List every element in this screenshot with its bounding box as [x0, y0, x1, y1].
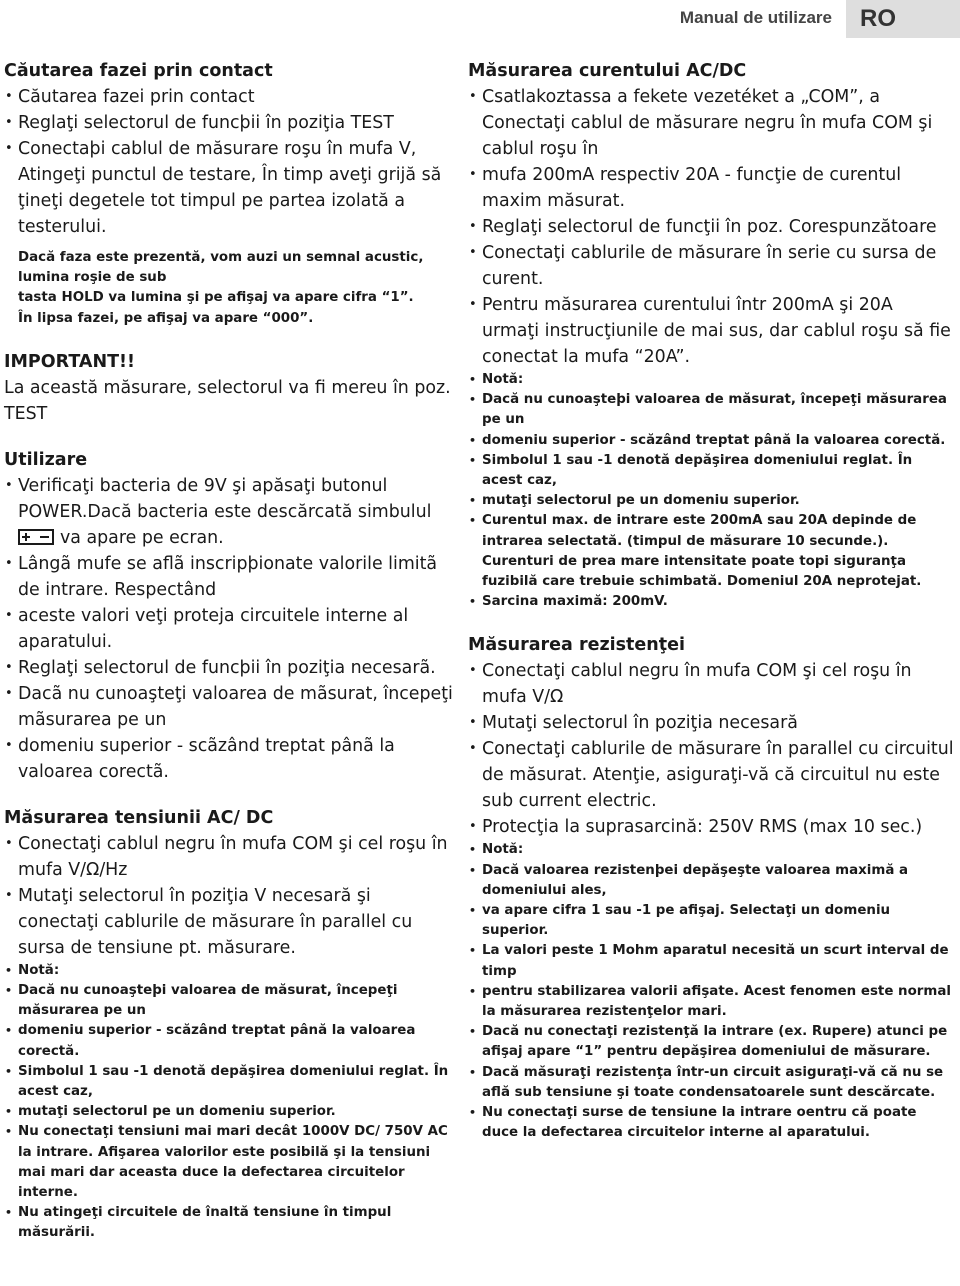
list-item: • va apare cifra 1 sau -1 pe afişaj. Selectaţi un domeniu superior. [468, 901, 954, 941]
battery-symbol-text: va apare pe ecran. [60, 527, 224, 548]
list-item: • Simbolul 1 sau -1 denotă depăşirea domeniului reglat. În acest caz, [4, 1062, 456, 1102]
list-item: • Dacă nu conectaţi rezistenţă la intrare (ex. Rupere) atunci pe afişaj apare “1” pentru depăşirea domeniului de măsurare. [468, 1022, 954, 1062]
list-item: • Curentul max. de intrare este 200mA sau 20A depinde de intrarea selectată. (timpul de măsurare 10 secunde.). Curenturi de prea mare intensitate poate topi siguranţa fuzibilă care trebuie schimbată. Domeniul 20A neprotejat. [468, 511, 954, 592]
section-title-resistance: Măsurarea rezistenţei [468, 635, 685, 656]
list-item: • aceste valori veţi proteja circuitele interne al aparatului. [4, 603, 456, 655]
list-item: • Notă: [468, 370, 954, 390]
page-header [0, 0, 960, 38]
list-item: • Căutarea fazei prin contact [4, 84, 456, 110]
list-item: • Dacă nu cunoaşteþi valoarea de măsurat, începeţi măsurarea pe un [468, 390, 954, 430]
list-item: • mufa 200mA respectiv 20A - funcţie de curentul maxim măsurat. [468, 162, 954, 214]
list-item: • Mutaţi selectorul în poziţia V necesară şi conectaţi cablurile de măsurare în parallel cu sursa de tensiune pt. măsurare. [4, 883, 456, 961]
list-item: • Reglaţi selectorul de funcţii în poz. Corespunzătoare [468, 214, 954, 240]
section-title-usage: Utilizare [4, 449, 88, 470]
right-column [468, 58, 954, 1143]
list-item: • pentru stabilizarea valorii afişate. Acest fenomen este normal la măsurarea rezistenţelor mari. [468, 982, 954, 1022]
list-item: • domeniu superior - scăzând treptat până la valoarea corectă. [468, 431, 954, 451]
list-item: • Csatlakoztassa a fekete vezetéket a „COM”, a Conectaţi cablul de măsurare negru în mufa COM şi cablul roşu în [468, 84, 954, 162]
list-item: • Conectaţi cablul negru în mufa COM şi cel roşu în mufa V/Ω [468, 658, 954, 710]
current-list [468, 84, 954, 612]
left-column [4, 58, 456, 1244]
usage-list [4, 473, 456, 785]
resistance-list [468, 658, 954, 1143]
list-item: • Conectaţi cablul negru în mufa COM şi cel roşu în mufa V/Ω/Hz [4, 831, 456, 883]
list-item: • Dacă nu cunoaşteþi valoarea de măsurat, începeţi măsurarea pe un [4, 981, 456, 1021]
list-item [4, 473, 456, 551]
note-line: În lipsa fazei, pe afişaj va apare “000”. [18, 310, 314, 326]
list-item: • mutaţi selectorul pe un domeniu superior. [468, 491, 954, 511]
list-item: • Nu conectaţi tensiuni mai mari decât 1000V DC/ 750V AC la intrare. Afişarea valorilor este posibilă şi la tensiuni mai mari dar aceasta duce la defectarea circuitelor interne. [4, 1122, 456, 1203]
list-item: • Dacă valoarea rezistenþei depăşeşte valoarea maximă a domeniului ales, [468, 861, 954, 901]
list-item: • Dacã nu cunoaşteţi valoarea de mãsurat, începeţi mãsurarea pe un [4, 681, 456, 733]
list-item: • mutaţi selectorul pe un domeniu superior. [4, 1102, 456, 1122]
list-item: • Reglaţi selectorul de funcþii în poziţia necesarã. [4, 655, 456, 681]
note-line: tasta HOLD va lumina şi pe afişaj va apare cifra “1”. [18, 290, 414, 306]
list-item: • Conectaţi cablurile de măsurare în parallel cu circuitul de măsurat. Atenţie, asiguraţi-vă că circuitul nu este sub current electric. [468, 736, 954, 814]
list-item: • domeniu superior - scăzând treptat până la valoarea corectă. [4, 1021, 456, 1061]
list-item: • Pentru măsurarea curentului într 200mA şi 20A urmaţi instrucţiunile de mai sus, dar cablul roşu să fie conectat la mufa “20A”. [468, 292, 954, 370]
list-item: • Conectaţi cablurile de măsurare în serie cu sursa de curent. [468, 240, 954, 292]
section-title-current: Măsurarea curentului AC/DC [468, 61, 747, 81]
list-item: • Protecţia la suprasarcină: 250V RMS (max 10 sec.) [468, 814, 954, 840]
list-item: • Conectaþi cablul de măsurare roşu în mufa V, Atingeţi punctul de testare, În timp aveţi grijă să ţineţi degetele tot timpul pe partea izolată a testerului. [4, 136, 456, 240]
section-title-phase-search: Căutarea fazei prin contact [4, 61, 273, 81]
section-title-voltage: Măsurarea tensiunii AC/ DC [4, 807, 274, 828]
list-item: • La valori peste 1 Mohm aparatul necesită un scurt interval de timp [468, 941, 954, 981]
list-item: • Lângã mufe se aflã inscripþionate valorile limitã de intrare. Respectând [4, 551, 456, 603]
phase-search-list [4, 84, 456, 240]
important-title: IMPORTANT!! [4, 351, 135, 372]
phase-search-note [4, 248, 456, 329]
list-item: • Notă: [4, 961, 456, 981]
list-item: • Dacă măsuraţi rezistenţa într-un circuit asiguraţi-vă că nu se află sub tensiune şi toate condensatoarele sunt descărcate. [468, 1063, 954, 1103]
note-line: lumina roşie de sub [18, 270, 167, 286]
header-title: Manual de utilizare [679, 8, 832, 27]
list-item: • Simbolul 1 sau -1 denotă depăşirea domeniului reglat. În acest caz, [468, 451, 954, 491]
list-item: • Mutaţi selectorul în poziţia necesară [468, 710, 954, 736]
list-item: • Reglaţi selectorul de funcþii în poziţia TEST [4, 110, 456, 136]
battery-check-text: Verificaţi bacteria de 9V şi apăsaţi butonul POWER.Dacă bacteria este descărcată simbulul [18, 475, 432, 522]
list-item: • domeniu superior - scãzând treptat pânã la valoarea corectã. [4, 733, 456, 785]
list-item: • Nu conectaţi surse de tensiune la intrare oentru că poate duce la defectarea circuitelor interne al aparatului. [468, 1103, 954, 1143]
battery-icon [18, 528, 54, 546]
list-item: • Notă: [468, 840, 954, 860]
important-text: La această măsurare, selectorul va fi mereu în poz. TEST [4, 377, 451, 424]
note-line: Dacă faza este prezentă, vom auzi un semnal acustic, [18, 250, 424, 265]
list-item: • Nu atingeţi circuitele de înaltă tensiune în timpul măsurării. [4, 1203, 456, 1243]
language-tab: RO [846, 0, 960, 38]
list-item: • Sarcina maximă: 200mV. [468, 592, 954, 612]
voltage-list [4, 831, 456, 1244]
